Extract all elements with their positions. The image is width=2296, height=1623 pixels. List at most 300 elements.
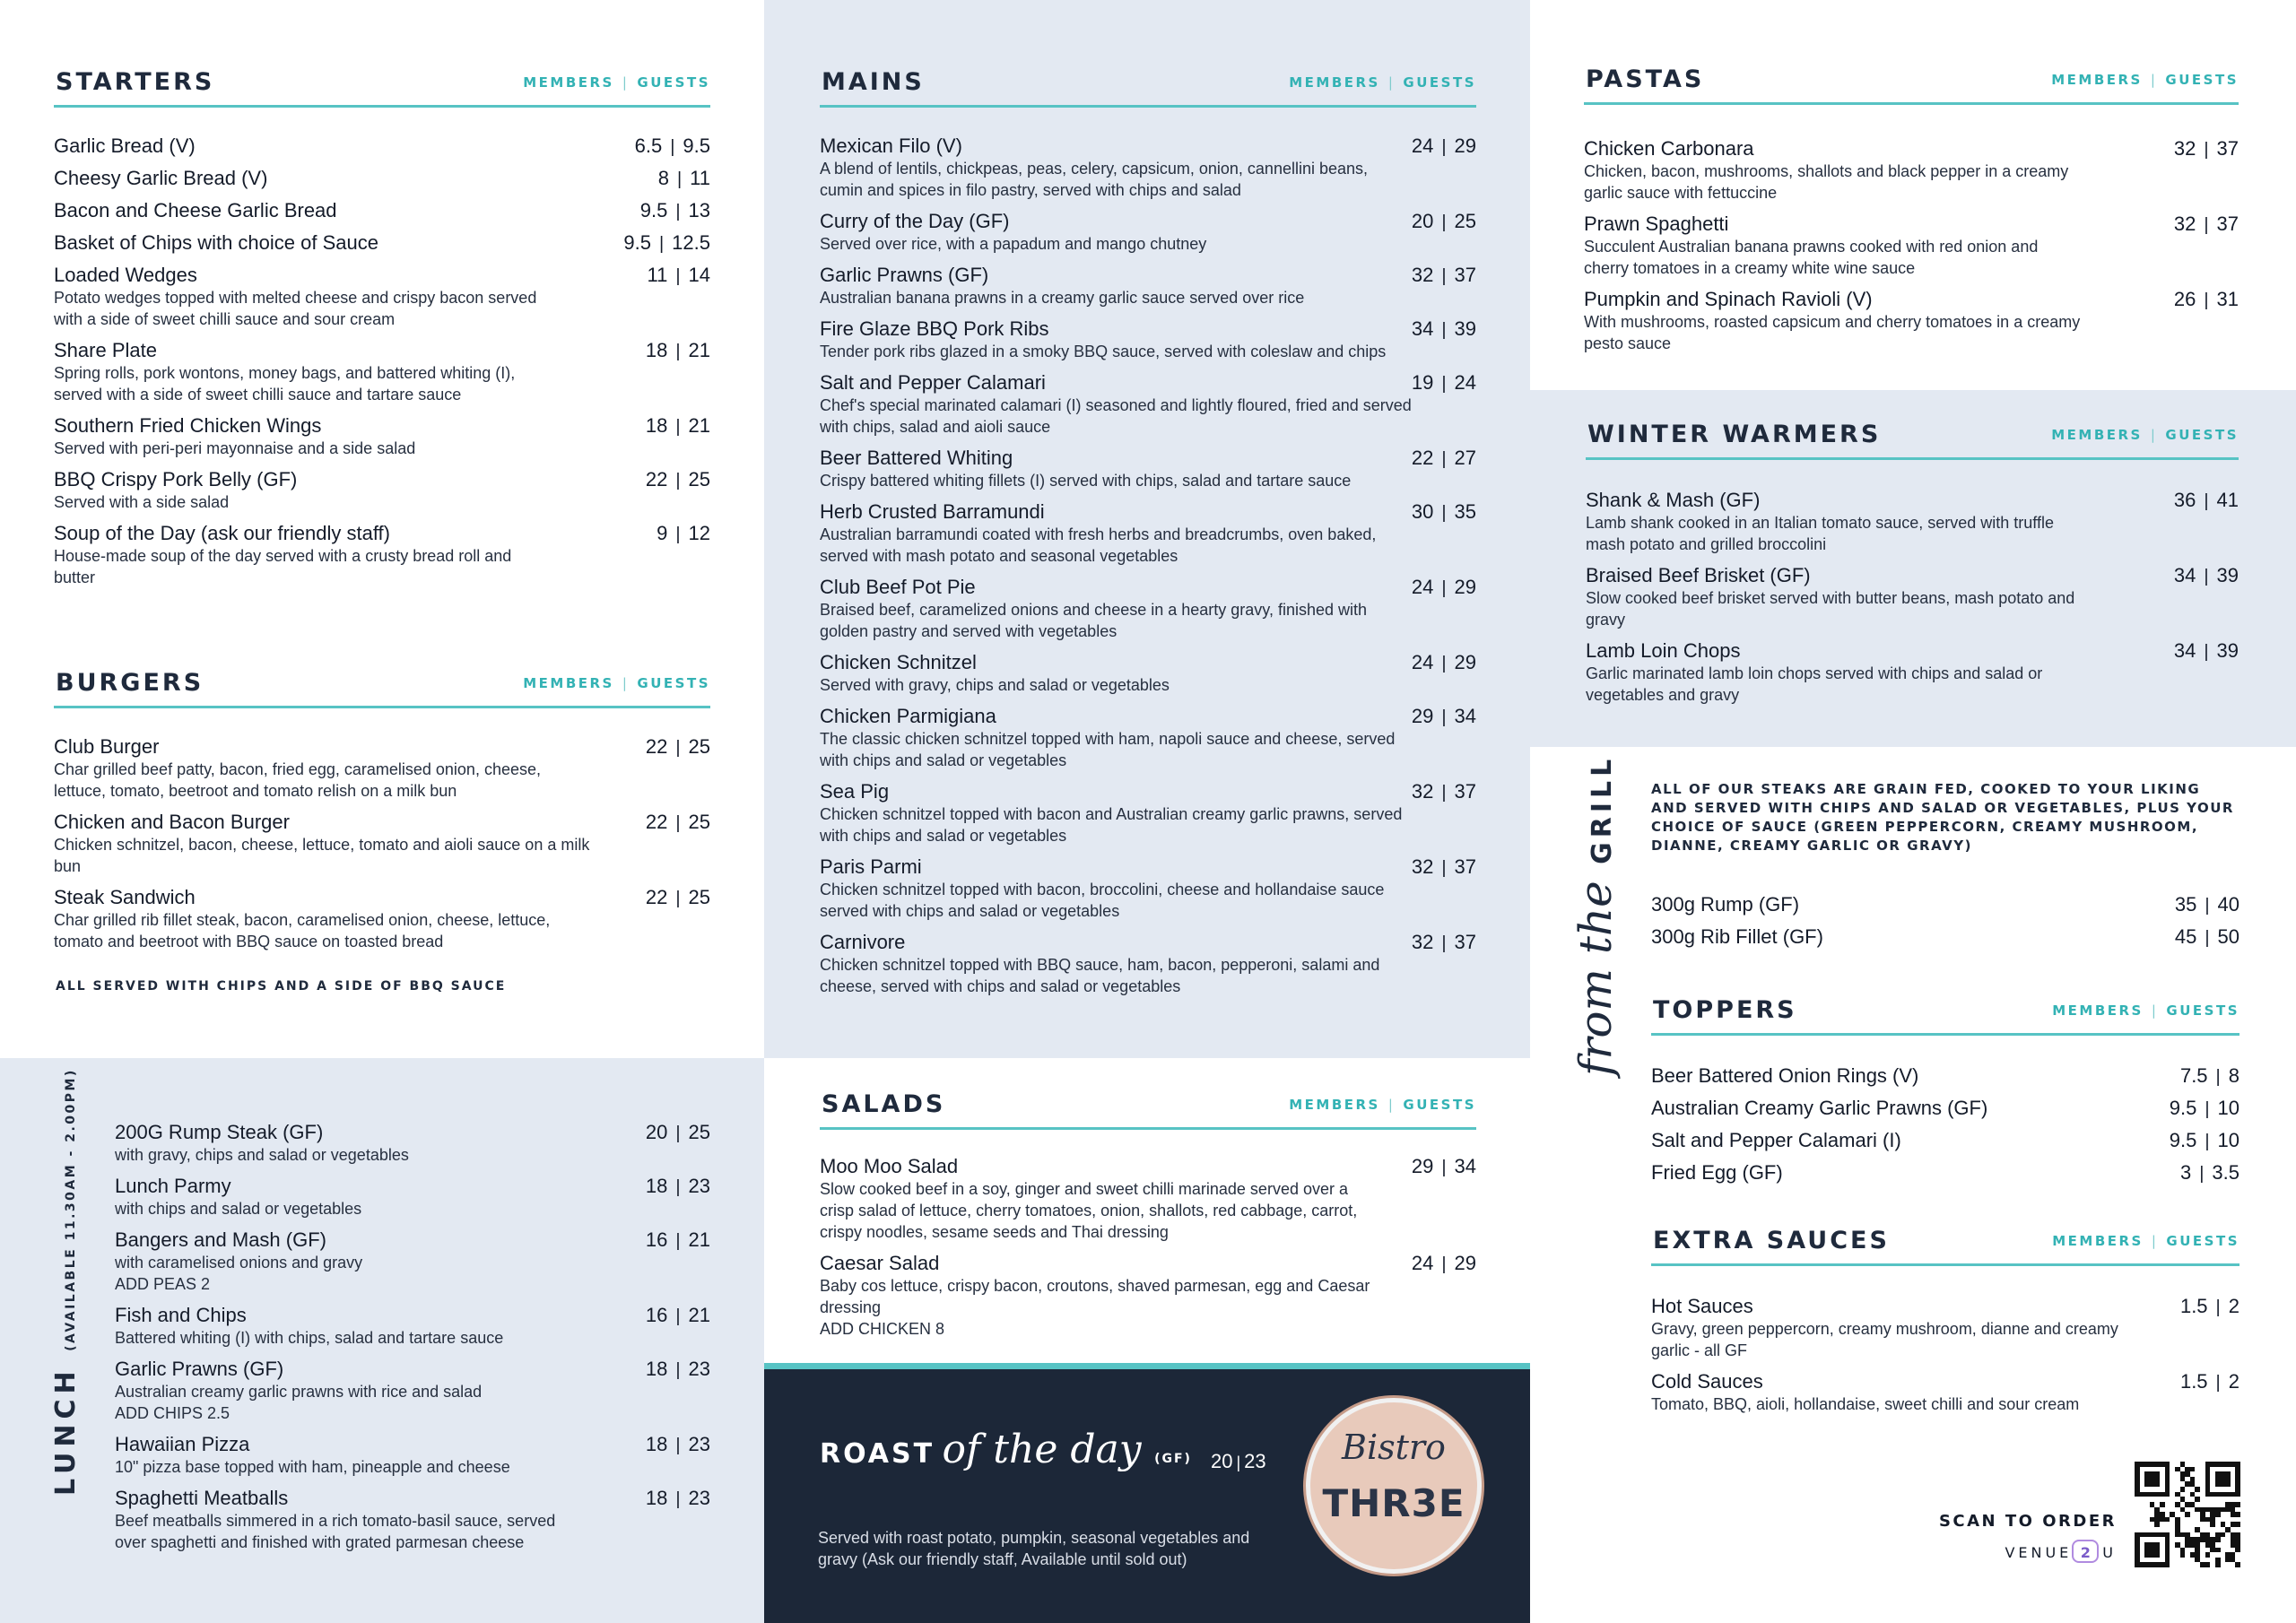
guest-price: 21 <box>688 1228 710 1251</box>
scan-to-order[interactable] <box>1928 1512 2117 1563</box>
venue2u-hexagon-icon: 2 <box>2072 1540 2099 1563</box>
member-price: 30 <box>1411 500 1434 523</box>
guest-price: 12 <box>688 522 710 544</box>
member-price: 34 <box>1411 317 1434 340</box>
item-price: 32 | 37 <box>1411 264 1476 286</box>
menu-item <box>820 371 1476 438</box>
member-price: 9.5 <box>639 199 668 221</box>
item-price: 34 | 39 <box>2173 564 2239 586</box>
item-add-on: ADD PEAS 2 <box>115 1275 211 1293</box>
salads-title: SALADS <box>822 1090 946 1118</box>
item-price: 18 | 23 <box>645 1358 710 1380</box>
item-price: 34 | 39 <box>2173 639 2239 662</box>
guest-price: 29 <box>1454 1252 1476 1274</box>
menu-item <box>820 705 1476 771</box>
item-price: 6.5 | 9.5 <box>634 135 710 157</box>
guest-price: 29 <box>1454 576 1476 598</box>
item-description: Slow cooked beef in a soy, ginger and sweet chilli marinade served over a crisp salad of lettuce, cherry tomatoes, onion, shallots, red cabbage, carrot, crispy noodles, sesame seeds and Thai dressing <box>820 1180 1358 1241</box>
item-name: Spaghetti Meatballs <box>115 1487 289 1509</box>
member-price: 24 <box>1411 135 1434 157</box>
item-price: 32 | 37 <box>2173 213 2239 235</box>
guest-price: 21 <box>688 339 710 361</box>
member-price: 9 <box>657 522 668 544</box>
winter-warmers-title: WINTER WARMERS <box>1587 421 1882 448</box>
member-price: 20 <box>1411 210 1434 232</box>
menu-item <box>820 135 1476 201</box>
guest-price: 31 <box>2216 288 2239 310</box>
member-price: 32 <box>1411 931 1434 953</box>
menu-item <box>54 264 710 330</box>
item-description: Australian creamy garlic prawns with rice and salad <box>115 1383 483 1401</box>
item-description: Served with gravy, chips and salad or vegetables <box>820 676 1170 694</box>
item-description: House-made soup of the day served with a crusty bread roll and butter <box>54 547 512 586</box>
item-description: Potato wedges topped with melted cheese and crispy bacon served with a side of sweet chilli sauce and sour cream <box>54 289 537 328</box>
toppers-title: TOPPERS <box>1653 996 1797 1024</box>
item-price: 16 | 21 <box>645 1228 710 1251</box>
item-price: 18 | 23 <box>645 1433 710 1455</box>
mains-header <box>820 54 1476 108</box>
item-price: 45 | 50 <box>2174 925 2239 948</box>
item-name: Hawaiian Pizza <box>115 1433 250 1455</box>
extra-sauces-section <box>1651 1212 2239 1428</box>
item-name: Fish and Chips <box>115 1304 247 1326</box>
item-description: Chicken schnitzel topped with BBQ sauce, ham, bacon, pepperoni, salami and cheese, served with chips and salad or vegetables <box>820 956 1380 995</box>
item-price: 18 | 23 <box>645 1175 710 1197</box>
item-price: 1.5 | 2 <box>2179 1295 2239 1317</box>
mains-title: MAINS <box>822 68 925 96</box>
member-price: 22 <box>645 468 668 490</box>
member-price: 34 <box>2173 564 2196 586</box>
item-price: 20 | 25 <box>1411 210 1476 232</box>
member-price: 7.5 <box>2179 1064 2208 1087</box>
member-price: 8 <box>657 167 669 189</box>
starters-title: STARTERS <box>56 68 215 96</box>
roast-heading <box>820 1427 1192 1472</box>
item-description: Chicken schnitzel topped with bacon and Australian creamy garlic prawns, served with chips and salad or vegetables <box>820 805 1403 845</box>
guest-price: 41 <box>2216 489 2239 511</box>
guest-price: 14 <box>688 264 710 286</box>
lunch-list <box>115 1121 710 1562</box>
extra-sauces-header <box>1651 1212 2239 1266</box>
item-name: Braised Beef Brisket (GF) <box>1586 564 1811 586</box>
guest-price: 37 <box>1454 780 1476 803</box>
item-description: Australian barramundi coated with fresh herbs and breadcrumbs, oven baked, served with mash potato and seasonal vegetables <box>820 525 1377 565</box>
member-price: 32 <box>1411 780 1434 803</box>
guest-price: 37 <box>1454 855 1476 878</box>
guest-price: 2 <box>2228 1370 2239 1393</box>
menu-item <box>820 317 1476 362</box>
guest-price: 50 <box>2217 925 2239 948</box>
members-guests-label: MEMBERS | GUESTS <box>2052 1002 2239 1019</box>
item-name: Beer Battered Onion Rings (V) <box>1651 1064 1919 1087</box>
item-name: Club Beef Pot Pie <box>820 576 976 598</box>
guest-price: 29 <box>1454 135 1476 157</box>
item-description: Australian banana prawns in a creamy garlic sauce served over rice <box>820 289 1305 307</box>
item-price: 18 | 23 <box>645 1487 710 1509</box>
menu-item <box>820 1252 1476 1340</box>
members-guests-label: MEMBERS | GUESTS <box>1289 74 1476 91</box>
item-name: Club Burger <box>54 735 160 758</box>
member-price: 35 <box>2174 893 2197 916</box>
roast-tag: (GF) <box>1154 1452 1192 1466</box>
starters-section <box>54 54 710 610</box>
item-description: Tomato, BBQ, aioli, hollandaise, sweet chilli and sour cream <box>1651 1395 2080 1413</box>
member-price: 22 <box>645 735 668 758</box>
toppers-header <box>1651 982 2239 1036</box>
guest-price: 40 <box>2217 893 2239 916</box>
member-price: 18 <box>645 1433 668 1455</box>
member-price: 32 <box>2173 213 2196 235</box>
guest-price: 37 <box>2216 213 2239 235</box>
lunch-title: LUNCH <box>50 1366 82 1496</box>
logo-script: Bistro <box>1342 1428 1446 1467</box>
members-guests-label: MEMBERS | GUESTS <box>2051 427 2239 443</box>
item-add-on: ADD CHIPS 2.5 <box>115 1404 230 1422</box>
winter-warmers-section <box>1586 406 2239 729</box>
item-price: 7.5 | 8 <box>2179 1064 2239 1087</box>
item-name: Fried Egg (GF) <box>1651 1161 1783 1184</box>
member-price: 32 <box>2173 137 2196 160</box>
item-name: Basket of Chips with choice of Sauce <box>54 231 378 254</box>
item-description: Gravy, green peppercorn, creamy mushroom, dianne and creamy garlic - all GF <box>1651 1320 2118 1359</box>
menu-item <box>1586 564 2239 630</box>
item-description: Chicken schnitzel, bacon, cheese, lettuce, tomato and aioli sauce on a milk bun <box>54 836 590 875</box>
item-name: Cold Sauces <box>1651 1370 1763 1393</box>
member-price: 3 <box>2179 1161 2192 1184</box>
item-name: Prawn Spaghetti <box>1584 213 1729 235</box>
menu-item <box>1584 137 2239 204</box>
item-price: 32 | 37 <box>1411 931 1476 953</box>
extra-sauces-title: EXTRA SAUCES <box>1653 1227 1890 1254</box>
guest-price: 25 <box>688 1121 710 1143</box>
starters-header <box>54 54 710 108</box>
menu-item <box>54 414 710 459</box>
item-price: 9.5 | 10 <box>2169 1129 2239 1151</box>
item-price: 32 | 37 <box>1411 780 1476 803</box>
roast-of-the-day-banner <box>764 1363 1530 1623</box>
menu-item <box>1651 1064 2239 1088</box>
item-name: Garlic Bread (V) <box>54 135 196 157</box>
item-name: Herb Crusted Barramundi <box>820 500 1045 523</box>
item-price: 22 | 25 <box>645 468 710 490</box>
guest-price: 39 <box>2216 564 2239 586</box>
member-price: 20 <box>645 1121 668 1143</box>
menu-item <box>820 447 1476 491</box>
menu-item <box>1584 213 2239 279</box>
members-guests-label: MEMBERS | GUESTS <box>2052 1233 2239 1249</box>
burgers-title: BURGERS <box>56 669 204 697</box>
from-the-grill-heading <box>1570 755 1622 1076</box>
item-price: 9.5 | 10 <box>2169 1097 2239 1119</box>
menu-item <box>54 167 710 190</box>
item-description: Char grilled beef patty, bacon, fried egg, caramelised onion, cheese, lettuce, tomato, beetroot and tomato relish on a milk bun <box>54 760 541 800</box>
item-name: Cheesy Garlic Bread (V) <box>54 167 268 189</box>
member-price: 1.5 <box>2179 1370 2208 1393</box>
menu-item <box>54 522 710 588</box>
item-name: Sea Pig <box>820 780 890 803</box>
menu-item <box>54 135 710 158</box>
item-description: Chicken, bacon, mushrooms, shallots and black pepper in a creamy garlic sauce with fettuccine <box>1584 162 2069 202</box>
menu-item <box>1651 893 2239 916</box>
item-name: Carnivore <box>820 931 906 953</box>
item-price: 34 | 39 <box>1411 317 1476 340</box>
member-price: 16 <box>645 1228 668 1251</box>
guest-price: 34 <box>1454 705 1476 727</box>
guest-price: 21 <box>688 1304 710 1326</box>
item-name: Paris Parmi <box>820 855 922 878</box>
member-price: 45 <box>2174 925 2197 948</box>
guest-price: 24 <box>1454 371 1476 394</box>
menu-item <box>115 1433 710 1478</box>
menu-item <box>1584 288 2239 354</box>
item-name: Soup of the Day (ask our friendly staff) <box>54 522 390 544</box>
extra-sauces-list <box>1651 1295 2239 1424</box>
item-description: Braised beef, caramelized onions and cheese in a hearty gravy, finished with golden pastry and served with vegetables <box>820 601 1368 640</box>
grill-script: from the <box>1570 881 1622 1076</box>
members-guests-label: MEMBERS | GUESTS <box>523 74 710 91</box>
guest-price: 23 <box>688 1433 710 1455</box>
item-description: With mushrooms, roasted capsicum and cherry tomatoes in a creamy pesto sauce <box>1584 313 2081 352</box>
winter-warmers-list <box>1586 489 2239 715</box>
item-price: 18 | 21 <box>645 414 710 437</box>
guest-price: 13 <box>688 199 710 221</box>
pastas-header <box>1584 51 2239 105</box>
item-add-on: ADD CHICKEN 8 <box>820 1320 945 1338</box>
menu-item <box>54 886 710 952</box>
guest-price: 23 <box>688 1487 710 1509</box>
item-name: Lamb Loin Chops <box>1586 639 1741 662</box>
menu-item <box>1651 1295 2239 1361</box>
item-price: 22 | 27 <box>1411 447 1476 469</box>
item-name: Bacon and Cheese Garlic Bread <box>54 199 337 221</box>
member-price: 22 <box>645 811 668 833</box>
member-price: 36 <box>2173 489 2196 511</box>
grill-title: GRILL <box>1587 754 1618 864</box>
item-name: Lunch Parmy <box>115 1175 231 1197</box>
item-description: Slow cooked beef brisket served with butter beans, mash potato and gravy <box>1586 589 2075 629</box>
pastas-title: PASTAS <box>1586 65 1705 93</box>
pastas-section <box>1584 51 2239 374</box>
item-name: Chicken Parmigiana <box>820 705 996 727</box>
menu-item <box>54 811 710 877</box>
venue2u-logo: VENUE 2 U <box>1928 1540 2117 1563</box>
toppers-section <box>1651 982 2239 1197</box>
item-name: Chicken Schnitzel <box>820 651 977 673</box>
menu-item <box>1586 639 2239 706</box>
guest-price: 23 <box>688 1175 710 1197</box>
item-name: Hot Sauces <box>1651 1295 1753 1317</box>
member-price: 18 <box>645 1487 668 1509</box>
item-price: 36 | 41 <box>2173 489 2239 511</box>
members-guests-label: MEMBERS | GUESTS <box>1289 1097 1476 1113</box>
salads-header <box>820 1076 1476 1130</box>
item-price: 30 | 35 <box>1411 500 1476 523</box>
item-name: 300g Rib Fillet (GF) <box>1651 925 1823 948</box>
item-name: Australian Creamy Garlic Prawns (GF) <box>1651 1097 1988 1119</box>
mains-list <box>820 135 1476 1006</box>
item-name: Chicken Carbonara <box>1584 137 1754 160</box>
menu-item <box>820 651 1476 696</box>
menu-item <box>115 1487 710 1553</box>
item-description: Served over rice, with a papadum and mango chutney <box>820 235 1207 253</box>
item-price: 24 | 29 <box>1411 1252 1476 1274</box>
grill-list <box>1651 893 2239 958</box>
member-price: 9.5 <box>2169 1097 2197 1119</box>
item-description: Lamb shank cooked in an Italian tomato sauce, served with truffle mash potato and grilled broccolini <box>1586 514 2054 553</box>
guest-price: 37 <box>2216 137 2239 160</box>
item-price: 26 | 31 <box>2173 288 2239 310</box>
item-description: Baby cos lettuce, crispy bacon, croutons, shaved parmesan, egg and Caesar dressing <box>820 1277 1370 1316</box>
guest-price: 27 <box>1454 447 1476 469</box>
pastas-list <box>1584 137 2239 363</box>
menu-item <box>820 780 1476 846</box>
guest-price: 10 <box>2217 1097 2239 1119</box>
members-guests-label: MEMBERS | GUESTS <box>523 675 710 691</box>
member-price: 1.5 <box>2179 1295 2208 1317</box>
guest-price: 35 <box>1454 500 1476 523</box>
item-price: 9.5 | 13 <box>639 199 710 221</box>
starters-list <box>54 135 710 597</box>
item-name: Caesar Salad <box>820 1252 940 1274</box>
grill-section <box>1651 780 2239 959</box>
member-price: 18 <box>645 339 668 361</box>
item-price: 11 | 14 <box>647 264 710 286</box>
item-description: A blend of lentils, chickpeas, peas, celery, capsicum, onion, cannellini beans, cumin and spices in filo pastry, served with chips and salad <box>820 160 1369 199</box>
member-price: 32 <box>1411 264 1434 286</box>
guest-price: 25 <box>688 811 710 833</box>
guest-price: 12.5 <box>672 231 710 254</box>
member-price: 19 <box>1411 371 1434 394</box>
menu-item <box>115 1358 710 1424</box>
guest-price: 25 <box>688 735 710 758</box>
guest-price: 25 <box>688 886 710 908</box>
item-price: 9 | 12 <box>657 522 710 544</box>
item-name: Bangers and Mash (GF) <box>115 1228 326 1251</box>
member-price: 22 <box>1411 447 1434 469</box>
item-name: 300g Rump (GF) <box>1651 893 1800 916</box>
menu-item <box>820 931 1476 997</box>
menu-item <box>820 855 1476 922</box>
member-price: 6.5 <box>634 135 663 157</box>
item-price: 32 | 37 <box>2173 137 2239 160</box>
item-name: Fire Glaze BBQ Pork Ribs <box>820 317 1049 340</box>
roast-description: Served with roast potato, pumpkin, seasonal vegetables and gravy (Ask our friendly staff, Available until sold out) <box>818 1529 1250 1568</box>
burgers-note: ALL SERVED WITH CHIPS AND A SIDE OF BBQ SAUCE <box>56 979 507 994</box>
item-description: Battered whiting (I) with chips, salad and tartare sauce <box>115 1329 504 1347</box>
menu-item <box>1651 1161 2239 1185</box>
item-description: Served with a side salad <box>54 493 230 511</box>
toppers-list <box>1651 1064 2239 1193</box>
item-price: 1.5 | 2 <box>2179 1370 2239 1393</box>
menu-item <box>54 339 710 405</box>
menu-item <box>54 231 710 255</box>
item-price: 16 | 21 <box>645 1304 710 1326</box>
menu-item <box>820 1155 1476 1243</box>
burgers-list <box>54 735 710 961</box>
item-name: Share Plate <box>54 339 157 361</box>
item-description: Beef meatballs simmered in a rich tomato-basil sauce, served over spaghetti and finished with grated parmesan cheese <box>115 1512 556 1551</box>
guest-price: 11 <box>690 167 710 189</box>
menu-item <box>115 1228 710 1295</box>
menu-item <box>1651 1129 2239 1152</box>
guest-price: 3.5 <box>2212 1161 2239 1184</box>
item-description: Char grilled rib fillet steak, bacon, caramelised onion, cheese, lettuce, tomato and beetroot with BBQ sauce on toasted bread <box>54 911 551 950</box>
item-name: Southern Fried Chicken Wings <box>54 414 322 437</box>
item-price: 18 | 21 <box>645 339 710 361</box>
item-price: 20 | 25 <box>645 1121 710 1143</box>
item-description: Chef's special marinated calamari (I) seasoned and lightly floured, fried and served with chips, salad and aioli sauce <box>820 396 1412 436</box>
menu-item <box>54 735 710 802</box>
menu-item <box>115 1175 710 1219</box>
guest-price: 25 <box>688 468 710 490</box>
guest-price: 23 <box>688 1358 710 1380</box>
item-price: 29 | 34 <box>1411 1155 1476 1177</box>
member-price: 29 <box>1411 1155 1434 1177</box>
member-price: 34 <box>2173 639 2196 662</box>
member-price: 11 <box>647 264 668 286</box>
menu-item <box>1651 925 2239 949</box>
guest-price: 34 <box>1454 1155 1476 1177</box>
menu-item <box>820 264 1476 308</box>
lunch-section <box>115 1121 710 1587</box>
guest-price: 21 <box>688 414 710 437</box>
menu-item <box>54 199 710 222</box>
member-price: 9.5 <box>2169 1129 2197 1151</box>
item-price: 24 | 29 <box>1411 651 1476 673</box>
item-name: Beer Battered Whiting <box>820 447 1013 469</box>
menu-item <box>115 1121 710 1166</box>
burgers-section <box>54 655 710 995</box>
member-price: 24 <box>1411 576 1434 598</box>
member-price: 18 <box>645 414 668 437</box>
qr-code-icon[interactable] <box>2135 1462 2240 1567</box>
item-description: with chips and salad or vegetables <box>115 1200 362 1218</box>
menu-item <box>1651 1370 2239 1415</box>
item-name: 200G Rump Steak (GF) <box>115 1121 324 1143</box>
item-price: 29 | 34 <box>1411 705 1476 727</box>
item-description: with gravy, chips and salad or vegetables <box>115 1146 409 1164</box>
guest-price: 39 <box>1454 317 1476 340</box>
scan-label: SCAN TO ORDER <box>1938 1512 2117 1531</box>
member-price: 22 <box>645 886 668 908</box>
menu-item <box>115 1304 710 1349</box>
member-price: 32 <box>1411 855 1434 878</box>
item-description: Served with peri-peri mayonnaise and a side salad <box>54 439 416 457</box>
item-name: BBQ Crispy Pork Belly (GF) <box>54 468 298 490</box>
item-name: Moo Moo Salad <box>820 1155 959 1177</box>
roast-title: ROAST <box>820 1438 935 1470</box>
item-description: The classic chicken schnitzel topped with ham, napoli sauce and cheese, served with chips and salad or vegetables <box>820 730 1396 769</box>
grill-note: ALL OF OUR STEAKS ARE GRAIN FED, COOKED TO YOUR LIKING AND SERVED WITH CHIPS AND SALAD OR VEGETABLES, PLUS YOUR CHOICE OF SAUCE (GREEN PEPPERCORN, CREAMY MUSHROOM, DIANNE, CREAMY GARLIC OR GRAVY) <box>1651 781 2234 854</box>
item-name: Curry of the Day (GF) <box>820 210 1010 232</box>
guest-price: 8 <box>2228 1064 2239 1087</box>
roast-script: of the day <box>942 1427 1142 1472</box>
item-price: 8 | 11 <box>657 167 710 189</box>
item-name: Salt and Pepper Calamari (I) <box>1651 1129 1901 1151</box>
mains-section <box>820 54 1476 1022</box>
item-description: Chicken schnitzel topped with bacon, broccolini, cheese and hollandaise sauce served with chips and salad or vegetables <box>820 881 1385 920</box>
item-name: Garlic Prawns (GF) <box>115 1358 284 1380</box>
member-price: 29 <box>1411 705 1434 727</box>
members-guests-label: MEMBERS | GUESTS <box>2051 72 2239 88</box>
menu-item <box>54 468 710 513</box>
logo-word: THR3E <box>1322 1481 1465 1525</box>
item-name: Chicken and Bacon Burger <box>54 811 290 833</box>
salads-section <box>820 1076 1476 1345</box>
lunch-vertical-heading <box>50 1068 82 1496</box>
item-price: 24 | 29 <box>1411 135 1476 157</box>
item-price: 24 | 29 <box>1411 576 1476 598</box>
